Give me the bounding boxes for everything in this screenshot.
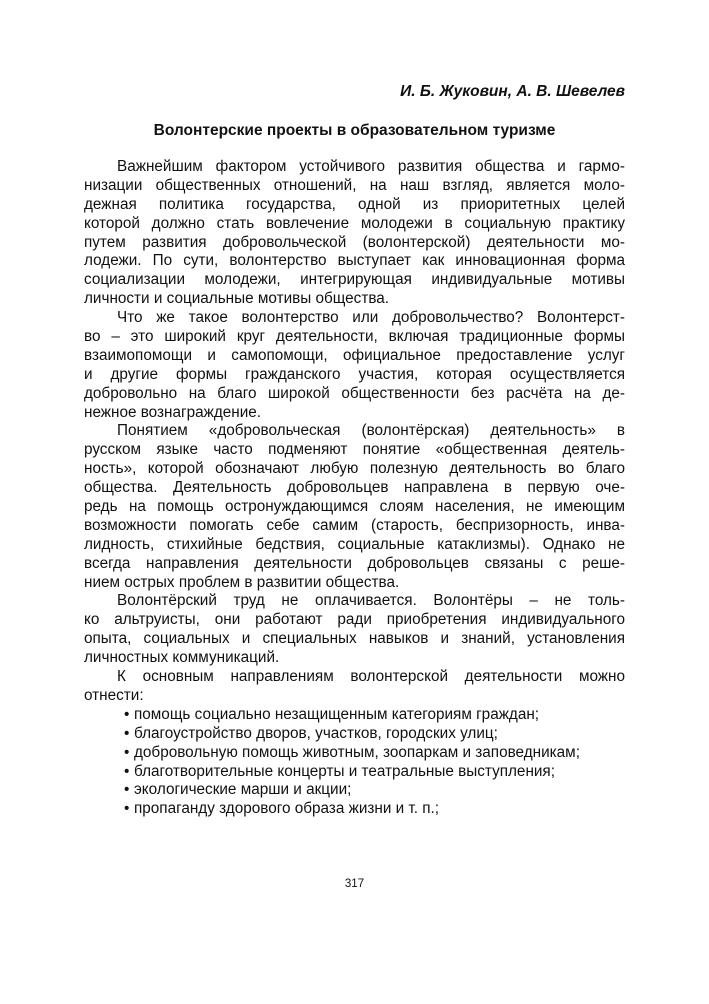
paragraph-line: которой должно стать вовлечение молодежи в социальную практику: [84, 214, 625, 232]
bullet-dot-icon: •: [124, 781, 130, 799]
bullet-item-text: добровольную помощь животным, зоопаркам и заповедникам;: [134, 743, 580, 761]
bullet-item: [84, 763, 625, 782]
paragraph-line: нежное вознаграждение.: [84, 403, 261, 421]
paragraph-line: низации общественных отношений, на наш взгляд, является моло-: [84, 176, 625, 194]
paragraph-line: личности и социальные мотивы общества.: [84, 290, 390, 308]
paragraph-line: русском языке часто подменяют понятие «общественная деятель-: [84, 441, 625, 459]
bullet-item: [84, 725, 625, 744]
bullet-item-text: экологические марши и акции;: [134, 781, 352, 799]
authors-line: И. Б. Жуковин, А. В. Шевелев: [400, 83, 625, 100]
paragraph-line: путем развития добровольческой (волонтерской) деятельности мо-: [84, 233, 625, 251]
paragraph-line: опыта, социальных и специальных навыков и знаний, установления: [84, 630, 625, 648]
paragraph-line: дежная политика государства, одной из приоритетных целей: [84, 195, 625, 213]
paragraph-line: Что же такое волонтерство или добровольчество? Волонтерст-: [117, 309, 625, 327]
bullet-item-text: благоустройство дворов, участков, городских улиц;: [134, 724, 498, 742]
page-number: 317: [344, 878, 365, 890]
article-body: [84, 158, 625, 819]
paragraph-line: во – это широкий круг деятельности, включая традиционные формы: [84, 328, 625, 346]
document-page: [84, 0, 625, 1004]
bullet-item: [84, 800, 625, 819]
paragraph-line: ность», которой обозначают любую полезную деятельность во благо: [84, 460, 625, 478]
bullet-item: [84, 744, 625, 763]
paragraph-line: общества. Деятельность добровольцев направлена в первую оче-: [84, 479, 625, 497]
paragraph-line: лодежи. По сути, волонтерство выступает как инновационная форма: [84, 252, 625, 270]
paragraph-line: редь на помощь остронуждающимся слоям населения, не имеющим: [84, 498, 625, 516]
paragraph-line: личностных коммуникаций.: [84, 649, 280, 667]
paragraph-line: ко альтруисты, они работают ради приобретения индивидуального: [84, 611, 625, 629]
bullet-dot-icon: •: [124, 743, 130, 761]
paragraph-line: и другие формы гражданского участия, которая осуществляется: [84, 365, 625, 383]
paragraph-line: Понятием «добровольческая (волонтёрская) деятельность» в: [117, 422, 625, 440]
bullet-dot-icon: •: [124, 705, 130, 723]
bullet-dot-icon: •: [124, 800, 130, 818]
paragraph-line: лидность, стихийные бедствия, социальные катаклизмы). Однако не: [84, 535, 625, 553]
paragraph-line: Важнейшим фактором устойчивого развития общества и гармо-: [117, 158, 625, 175]
paragraph-line: социализации молодежи, интегрирующая индивидуальные мотивы: [84, 271, 625, 289]
paragraph-line: отнести:: [84, 686, 144, 704]
bullet-item-text: пропаганду здорового образа жизни и т. п.;: [134, 800, 440, 818]
paragraph-line: взаимопомощи и самопомощи, официальное предоставление услуг: [84, 346, 625, 364]
paragraph-line: возможности помогать себе самим (старость, беспризорность, инва-: [84, 516, 625, 534]
paragraph-line: добровольно на благо широкой общественности без расчёта на де-: [84, 384, 625, 402]
bullet-item: [84, 706, 625, 725]
paragraph-line: Волонтёрский труд не оплачивается. Волонтёры – не толь-: [117, 592, 625, 610]
article-title: Волонтерские проекты в образовательном туризме: [153, 122, 556, 139]
bullet-item-text: благотворительные концерты и театральные выступления;: [134, 762, 555, 780]
bullet-item-text: помощь социально незащищенным категориям граждан;: [134, 705, 540, 723]
bullet-dot-icon: •: [124, 724, 130, 742]
bullet-item: [84, 781, 625, 800]
bullet-dot-icon: •: [124, 762, 130, 780]
paragraph-line: К основным направлениям волонтерской деятельности можно: [117, 668, 625, 686]
paragraph-line: всегда направления деятельности добровольцев связаны с реше-: [84, 554, 625, 572]
paragraph-line: нием острых проблем в развитии общества.: [84, 573, 400, 591]
